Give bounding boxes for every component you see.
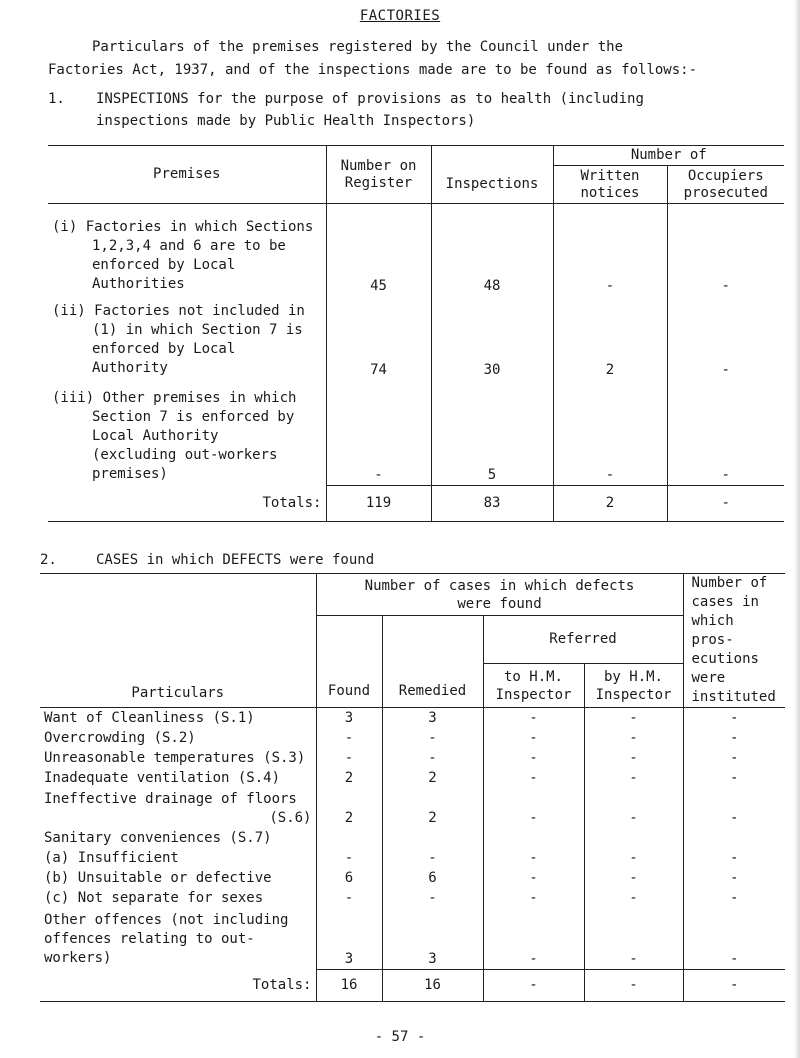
section-1-title: [48, 88, 644, 132]
totals-row: Totals: 119 83 2 -: [48, 486, 784, 522]
section-2-number: 2.: [40, 552, 57, 568]
table-row: Want of Cleanliness (S.1) 3 3 - - -: [40, 708, 785, 728]
table-row: (b) Unsuitable or defective 6 6 - - -: [40, 868, 785, 888]
header-number-of-cases: Number of cases in which defects were found: [316, 574, 683, 616]
header-written-notices: Written notices: [553, 166, 667, 204]
intro-line-2: Factories Act, 1937, and of the inspections made are to be found as follows:-: [48, 62, 698, 78]
header-prosecutions: Number of cases in which pros-ecutions were instituted: [683, 574, 785, 708]
table-row: (c) Not separate for sexes - - - - -: [40, 888, 785, 908]
premises-cell: (iii) Other premises in which Section 7 is enforced by Local Authority (excluding out-workers premises): [48, 380, 326, 486]
header-inspections: Inspections: [431, 166, 553, 204]
scan-edge: [794, 0, 800, 1058]
header-to-hm-inspector: to H.M. Inspector: [483, 664, 584, 708]
header-number-of: Number of: [553, 146, 784, 166]
table-row: (a) Insufficient - - - - -: [40, 848, 785, 868]
table-row: Ineffective drainage of floors (S.6) 2 2 - - -: [40, 788, 785, 828]
page-number: - 57 -: [374, 1029, 426, 1045]
section-1-number: 1.: [48, 91, 65, 107]
header-by-hm-inspector: by H.M. Inspector: [584, 664, 683, 708]
page-heading: FACTORIES: [359, 8, 441, 24]
header-found: Found: [316, 616, 382, 708]
table-row: Unreasonable temperatures (S.3) - - - - -: [40, 748, 785, 768]
header-premises: Premises: [48, 146, 326, 204]
premises-cell: (ii) Factories not included in (1) in which Section 7 is enforced by Local Authority: [48, 296, 326, 380]
section-1-line-1: INSPECTIONS for the purpose of provisions as to health (including: [96, 91, 644, 107]
table-row: Sanitary conveniences (S.7): [40, 828, 785, 848]
table-row: Other offences (not including offences relating to out- workers) 3 3 - - -: [40, 908, 785, 970]
section-1-line-2: inspections made by Public Health Inspectors): [96, 113, 476, 129]
inspections-table: [48, 145, 784, 522]
table-row: Overcrowding (S.2) - - - - -: [40, 728, 785, 748]
premises-cell: (i) Factories in which Sections 1,2,3,4 and 6 are to be enforced by Local Authorities: [48, 204, 326, 296]
table-row: Inadequate ventilation (S.4) 2 2 - - -: [40, 768, 785, 788]
header-particulars: Particulars: [40, 574, 316, 708]
table-row: (i) Factories in which Sections 1,2,3,4 and 6 are to be enforced by Local Authorities 45 48 - -: [48, 204, 784, 296]
table-row: (iii) Other premises in which Section 7 is enforced by Local Authority (excluding out-workers premises) - 5 - -: [48, 380, 784, 486]
section-2-heading: CASES in which DEFECTS were found: [96, 552, 375, 568]
defects-table: [40, 573, 785, 1002]
header-referred: Referred: [483, 616, 683, 664]
header-number-on-register: Number on Register: [326, 146, 431, 204]
table-row: (ii) Factories not included in (1) in which Section 7 is enforced by Local Authority 74 30 2 -: [48, 296, 784, 380]
intro-paragraph: [48, 36, 788, 82]
section-2-title: [40, 549, 374, 571]
header-occupiers-prosecuted: Occupiers prosecuted: [667, 166, 784, 204]
intro-line-1: Particulars of the premises registered by the Council under the: [92, 39, 624, 55]
header-remedied: Remedied: [382, 616, 483, 708]
totals-row: Totals: 16 16 - - -: [40, 970, 785, 1002]
